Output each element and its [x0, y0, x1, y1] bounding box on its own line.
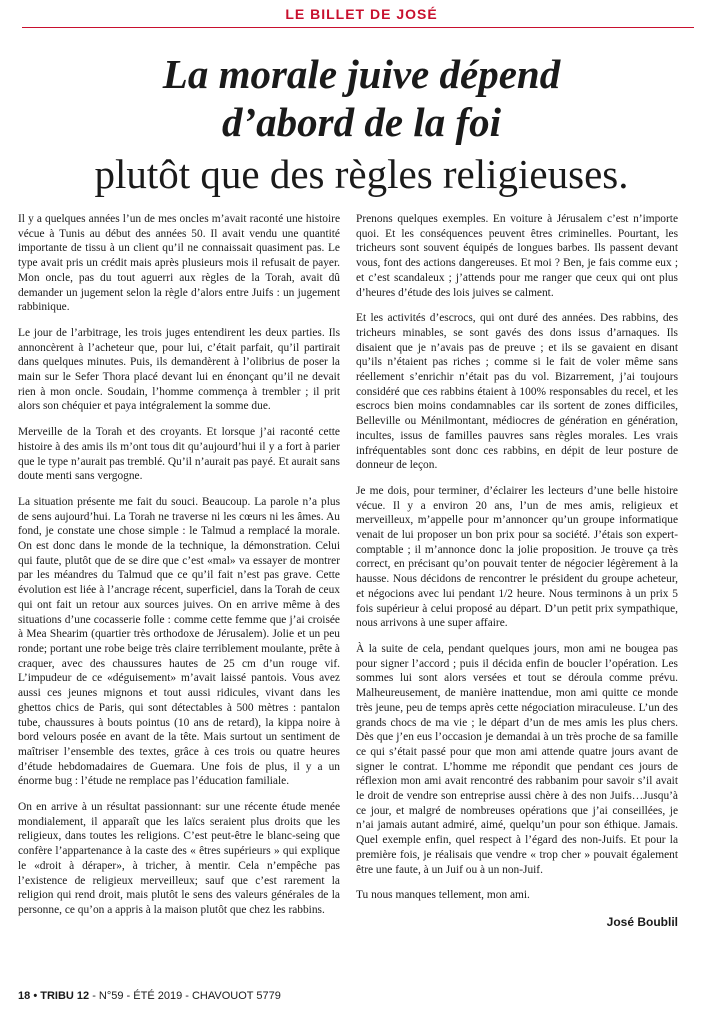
- rubric-label: LE BILLET DE JOSÉ: [285, 6, 438, 22]
- page-number: 18: [18, 990, 31, 1002]
- paragraph: Il y a quelques années l’un de mes oncles m’avait raconté une histoire vécue à Tunis au début des années 50. Il avait vendu une quantité importante de tissu à un client qu’il ne connaissait quasiment pas. Le type avait pris un crédit mais après plusieurs mois il refusait de payer. Mon oncle, pas du tout aguerri aux règles de la Torah, avait dû demander un jugement selon la règle d’alors entre Juifs : un jugement rabbinique.: [18, 213, 340, 314]
- paragraph: Le jour de l’arbitrage, les trois juges entendirent les deux parties. Ils annoncèrent à l’acheteur que, pour lui, c’était parfait, qu’il partirait dans quelques minutes. Puis, ils demandèrent à l’olibrius de poser la main sur le Sefer Thora placé devant lui en énonçant qu’il ne devait rien à mon oncle. Soudain, l’homme commença à trembler ; il prit alors son chéquier et paya intégralement la somme due.: [18, 326, 340, 413]
- title-line-2: d’abord de la foi: [222, 99, 501, 145]
- paragraph: Tu nous manques tellement, mon ami.: [356, 889, 530, 902]
- left-column: [18, 212, 340, 929]
- title-line-1: La morale juive dépend: [162, 51, 561, 97]
- magazine-name: TRIBU 12: [40, 990, 90, 1002]
- right-column: [356, 212, 678, 914]
- page-footer: [18, 990, 281, 1002]
- paragraph: Je me dois, pour terminer, d’éclairer les lecteurs d’une belle histoire vécue. Il y a environ 20 ans, l’un de mes amis, religieux et merveilleux, m’appelle pour m’annoncer qu’un groupe informatique venait de lui proposer un bon prix pour sa société. J’étais son expert-comptable ; il m’annonce donc la jolie proposition. Je trouve ça très correct, en précisant qu’on pouvait tenter de négocier légèrement à la hausse. Nous décidons de rencontrer le président du groupe acheteur, et négocions avec lui pendant 1/2 heure. Nous terminons à un prix 5 fois supérieur à celui proposé au départ. D’un petit prix sympathique, nous arrivons à une super affaire.: [356, 484, 678, 630]
- paragraph: Prenons quelques exemples. En voiture à Jérusalem c’est n’importe quoi. Et les conséquences peuvent êtres criminelles. Pourtant, les tricheurs sont souvent équipés de longues barbes. Ils passent devant vous, font des actions dangereuses. Et moi ? Ben, je fais comme eux ; et c’est scandaleux ; j’attends pour me ranger que ceux qui ont plus d’heures d’étude des lois juives se calment.: [356, 213, 678, 299]
- title-line-3: plutôt que des règles religieuses.: [94, 151, 629, 197]
- paragraph: On en arrive à un résultat passionnant: sur une récente étude menée mondialement, il apparaît que les laïcs seraient plus droits que les religieux, dans toutes les religions. C’est peut-être le blanc-seing que confère l’appartenance à la caste des « êtres supérieurs » qui explique le «droit à déraper», à tricher, à mentir. Cela n’empêche pas l’existence de religieux merveilleux; sauf que c’est rarement la religion qui rend droit, mais plutôt le sens des valeurs générales de la personne, ce qu’on a appris à la maison plutôt que chez les rabbins.: [18, 801, 340, 916]
- author-signature: José Boublil: [606, 915, 678, 929]
- paragraph: Merveille de la Torah et des croyants. Et lorsque j’ai raconté cette histoire à des amis ils m’ont tous dit qu’aujourd’hui il y a fort à parier que le type n’aurait pas tremblé. Qu’il n’aurait pas payé. Et aurait sans doute menti sans vergogne.: [18, 426, 340, 483]
- rubric-divider: [22, 27, 694, 28]
- issue-info: - N°59 - ÉTÉ 2019 - CHAVOUOT 5779: [89, 990, 281, 1002]
- paragraph: Et les activités d’escrocs, qui ont duré des années. Des rabbins, des tricheurs minables, se sont gavés des dons issus d’arnaques. Ils disaient que je n’avais pas de preuve ; et ils se gavaient en disant qu’ils n’étaient pas riches ; comme si le fait de voler même sans réellement s’enrichir n’était pas du vol. Bizarrement, j’ai toujours considéré que ces rabbins étaient à 100% responsables du recel, et les escrocs bien moins condamnables car ils sortent de zones difficiles, Belleville ou Ménilmontant, médiocres de génération en génération, incultes, issus de familles pauvres sans règles morales. Les vrais infréquentables sont donc ces rabbins, en dépit de leur posture de donneur de leçon.: [356, 312, 678, 472]
- paragraph: La situation présente me fait du souci. Beaucoup. La parole n’a plus de sens aujourd’hui. La Torah ne traverse ni les cœurs ni les âmes. Au fond, je constate une chose simple : le Talmud a remplacé la morale. On est donc dans le monde de la technique, la démonstration. Celui qui faute, plutôt que de se dire que c’est «mal» va essayer de montrer par les méandres du Talmud que ce qu’il fait n’est pas grave. Cette évolution est liée à l’ancrage récent, superficiel, dans la Torah de ceux qui ont fait un retour aux sources juives. On en arrive même à des situations d’une cocasserie folle : comme cette femme que j’ai croisée à Mea Shearim (quartier très orthodoxe de Jérusalem). Jolie et un peu ronde; portant une robe beige très claire terriblement moulante, prête à craquer, avec des chaussures hautes de 25 cm d’un rouge vif. L’impudeur de ce «déguisement» m’avait laissé pantois. Vous avez aussi ces jeunes mignons et tout aussi ridicules, vivant dans les ghettos chics de Paris, qui sont détectables à 500 mètres : pantalon tube, chaussures à bouts pointus (10 ans de retard), la kippa noire à bord velours posée en avant de la tête. Mais surtout un sentiment de maîtriser l’ensemble des textes, grâce à ces trois ou quatre heures d’étude hebdomadaires de Guemara. Une fois de plus, il y a un énorme bug : l’étude ne remplace pas l’éducation familiale.: [18, 495, 340, 788]
- footer-bullet: •: [33, 990, 41, 1002]
- article-title: [0, 50, 723, 146]
- paragraph: À la suite de cela, pendant quelques jours, mon ami ne bougea pas pour signer l’accord ; puis il décida enfin de boucler l’opération. Les sommes lui sont alors versées et tout se déroula comme prévu. Malheureusement, de manière inattendue, mon ami quitte ce monde très jeune, peu de temps après cette négociation miraculeuse. L’un des grands chocs de ma vie ; le départ d’un de mes amis les plus chers. Dès que j’en eus l’occasion je demandai à un très proche de sa famille ce qui s’était passé pour que mon ami attende quatre jours avant de signer le contrat. L’homme me répondit que pendant ces jours de réflexion mon ami avait rencontré des rabbanim pour savoir s’il avait le droit de vendre son entreprise aussi chère à des non Juifs…Jusqu’à ce jour, et malgré de nombreuses opérations que j’ai conseillées, je n’ai jamais autant admiré, aimé, quelqu’un pour son éthique. Jamais. Quel exemple enfin, quel respect à l’égard des non-Juifs. Et pour la première fois, je réalisais que vendre « trop cher » pouvait également être une faute, à un Juif ou à un non-Juif.: [356, 642, 678, 876]
